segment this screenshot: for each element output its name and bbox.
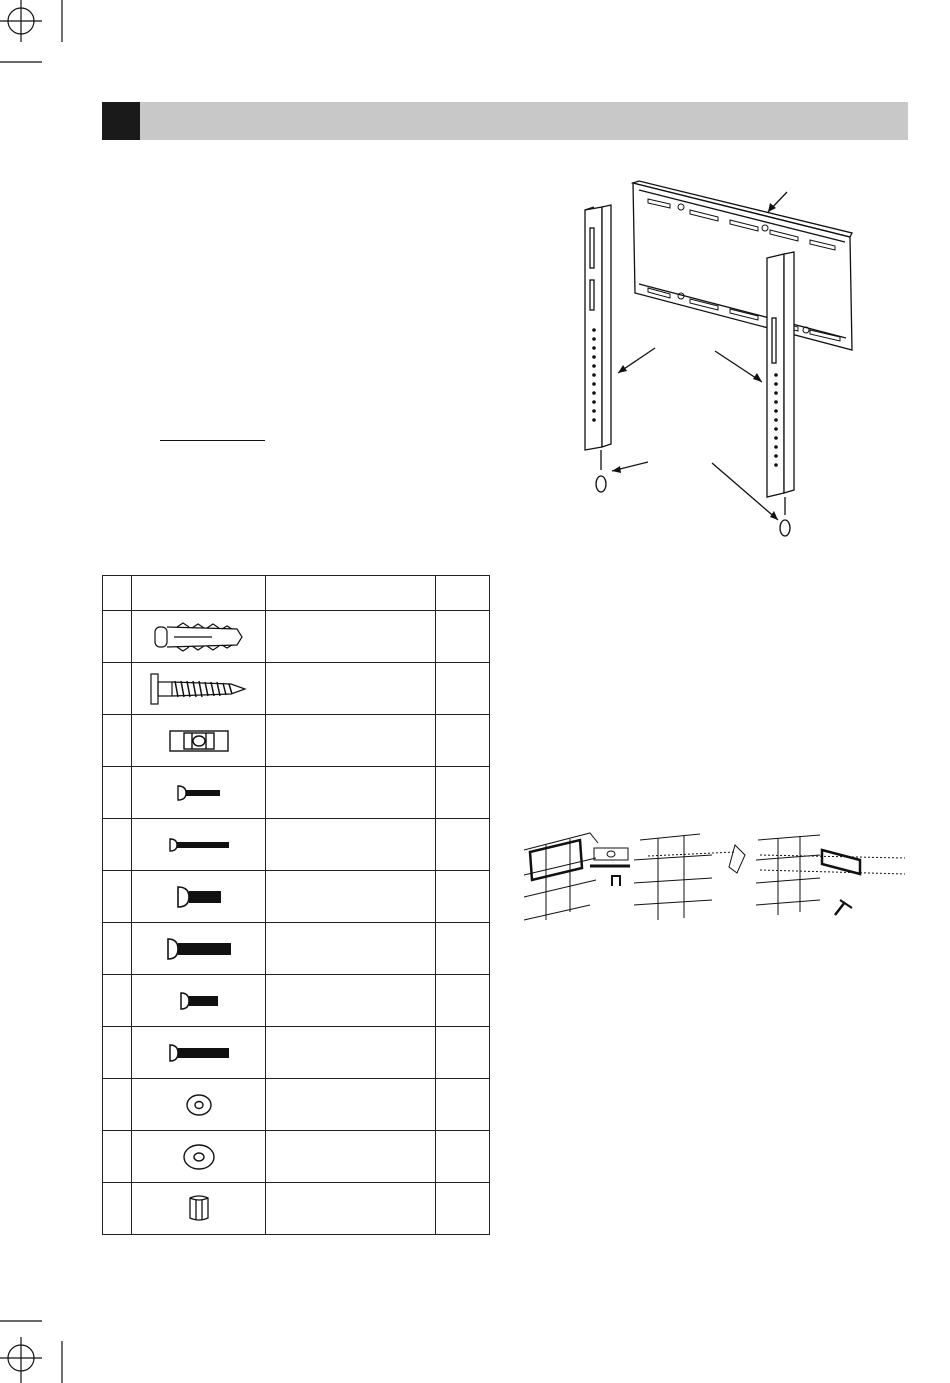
part-quantity (435, 611, 489, 663)
lag-bolt-icon (149, 672, 249, 706)
part-quantity (435, 663, 489, 715)
underline-rule (160, 440, 265, 441)
header-image (132, 576, 266, 611)
registration-mark-top-left-icon (0, 0, 70, 70)
part-image (132, 1027, 266, 1079)
part-number (103, 663, 132, 715)
part-quantity (435, 1027, 489, 1079)
part-number (103, 923, 132, 975)
part-quantity (435, 767, 489, 819)
table-row (103, 1079, 490, 1131)
part-image (132, 715, 266, 767)
part-number (103, 975, 132, 1027)
part-number (103, 767, 132, 819)
part-number (103, 1027, 132, 1079)
wall-anchor-icon (152, 620, 246, 654)
part-description (266, 923, 435, 975)
header-quantity (435, 576, 489, 611)
part-image (132, 1183, 266, 1235)
part-image (132, 871, 266, 923)
part-quantity (435, 715, 489, 767)
part-number (103, 715, 132, 767)
table-row (103, 871, 490, 923)
table-row (103, 1131, 490, 1183)
part-number (103, 611, 132, 663)
part-number (103, 871, 132, 923)
part-description (266, 663, 435, 715)
part-image (132, 923, 266, 975)
part-description (266, 1183, 435, 1235)
short-screw-icon (174, 783, 224, 803)
part-description (266, 1027, 435, 1079)
part-description (266, 1079, 435, 1131)
thick-short-screw-icon (174, 885, 224, 909)
part-description (266, 715, 435, 767)
part-description (266, 767, 435, 819)
wall-installation-icon (520, 828, 910, 928)
table-row (103, 819, 490, 871)
part-quantity (435, 1079, 489, 1131)
part-image (132, 1079, 266, 1131)
medium-long-screw-icon (166, 1043, 232, 1063)
table-row (103, 611, 490, 663)
part-number (103, 1079, 132, 1131)
table-row (103, 1183, 490, 1235)
part-quantity (435, 819, 489, 871)
part-description (266, 819, 435, 871)
part-quantity (435, 923, 489, 975)
part-number (103, 1131, 132, 1183)
section-header-bar (102, 102, 908, 140)
part-image (132, 819, 266, 871)
part-quantity (435, 1183, 489, 1235)
long-screw-icon (166, 835, 232, 855)
header-number (103, 576, 132, 611)
table-row (103, 767, 490, 819)
part-image (132, 1131, 266, 1183)
medium-short-screw-icon (177, 991, 221, 1011)
part-image (132, 767, 266, 819)
part-description (266, 1131, 435, 1183)
header-description (266, 576, 435, 611)
registration-mark-bottom-left-icon (0, 1313, 70, 1383)
table-row (103, 1027, 490, 1079)
section-number-block (102, 102, 140, 140)
small-washer-icon (184, 1093, 214, 1117)
part-quantity (435, 975, 489, 1027)
part-quantity (435, 871, 489, 923)
table-header-row (103, 576, 490, 611)
part-quantity (435, 1131, 489, 1183)
table-row (103, 663, 490, 715)
spacer-icon (182, 1194, 216, 1224)
part-image (132, 663, 266, 715)
tv-mount-exploded-icon (555, 175, 875, 545)
parts-table (102, 575, 490, 1235)
table-row (103, 923, 490, 975)
thick-long-screw-icon (164, 937, 234, 961)
large-washer-icon (181, 1142, 217, 1172)
part-image (132, 611, 266, 663)
bubble-level-icon (168, 729, 230, 753)
part-number (103, 819, 132, 871)
part-image (132, 975, 266, 1027)
part-description (266, 611, 435, 663)
table-row (103, 715, 490, 767)
table-row (103, 975, 490, 1027)
part-description (266, 871, 435, 923)
part-number (103, 1183, 132, 1235)
part-description (266, 975, 435, 1027)
